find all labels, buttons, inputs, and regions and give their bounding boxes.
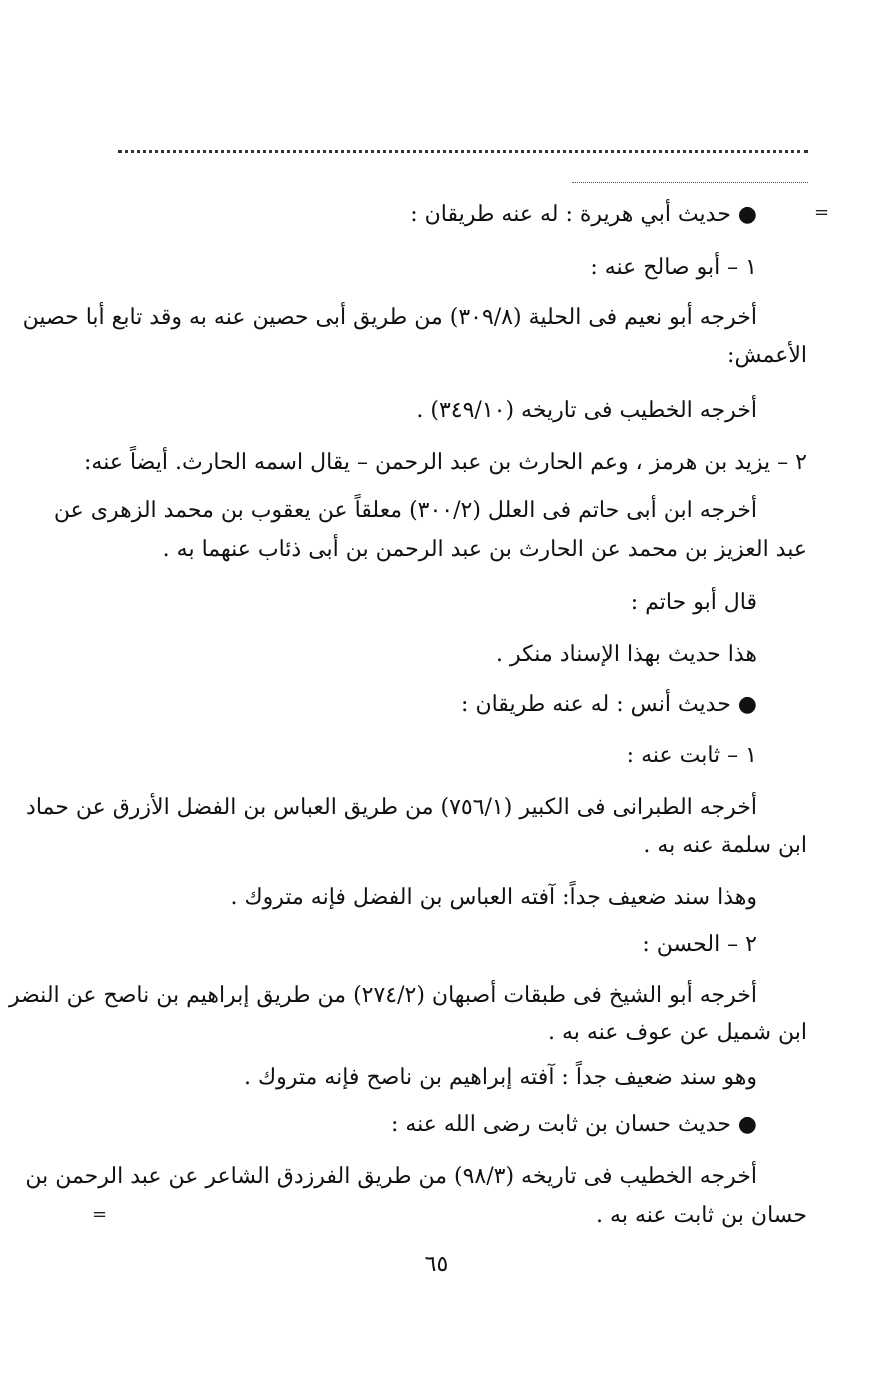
text-line: هذا حديث بهذا الإسناد منكر .: [496, 642, 757, 667]
text-line: قال أبو حاتم :: [630, 590, 757, 615]
subheading-thabit: ١ – ثابت عنه :: [626, 743, 757, 768]
thin-dotted-separator: [572, 182, 808, 184]
heading-abu-hurayra: ● حديث أبي هريرة : له عنه طريقان :: [410, 202, 757, 227]
text-line: أخرجه الخطيب فى تاريخه (٩٨/٣) من طريق الفرزدق الشاعر عن عبد الرحمن بن: [25, 1164, 757, 1189]
heading-hassan: ● حديث حسان بن ثابت رضى الله عنه :: [390, 1112, 757, 1137]
text-line: وهو سند ضعيف جداً : آفته إبراهيم بن ناصح فإنه متروك .: [244, 1065, 757, 1090]
subheading-yazid: ٢ – يزيد بن هرمز ، وعم الحارث بن عبد الرحمن – يقال اسمه الحارث. أيضاً عنه:: [84, 450, 807, 475]
text-line: عبد العزيز بن محمد عن الحارث بن عبد الرحمن بن أبى ذئاب عنهما به .: [162, 537, 807, 562]
subheading-hasan: ٢ – الحسن :: [642, 932, 757, 957]
page-number: ٦٥: [424, 1252, 449, 1277]
text-line: ابن سلمة عنه به .: [643, 833, 807, 858]
text-line: أخرجه الخطيب فى تاريخه (٣٤٩/١٠) .: [416, 398, 757, 423]
text-line: أخرجه الطبرانى فى الكبير (٧٥٦/١) من طريق العباس بن الفضل الأزرق عن حماد: [26, 795, 757, 820]
margin-mark-bottom: =: [92, 1204, 108, 1225]
text-line: وهذا سند ضعيف جداً: آفته العباس بن الفضل فإنه متروك .: [230, 885, 757, 910]
text-line: الأعمش:: [727, 343, 807, 368]
text-line: ابن شميل عن عوف عنه به .: [547, 1020, 807, 1045]
heading-anas: ● حديث أنس : له عنه طريقان :: [461, 692, 757, 717]
subheading-abu-salih: ١ – أبو صالح عنه :: [590, 255, 757, 280]
text-line: أخرجه ابن أبى حاتم فى العلل (٣٠٠/٢) معلقاً عن يعقوب بن محمد الزهرى عن: [53, 498, 757, 523]
text-line: حسان بن ثابت عنه به .: [596, 1203, 807, 1228]
margin-mark-top: =: [814, 202, 830, 223]
text-line: أخرجه أبو نعيم فى الحلية (٣٠٩/٨) من طريق أبى حصين عنه به وقد تابع أبا حصين: [22, 305, 757, 330]
text-line: أخرجه أبو الشيخ فى طبقات أصبهان (٢٧٤/٢) من طريق إبراهيم بن ناصح عن النضر: [8, 983, 757, 1008]
dotted-separator: [118, 150, 808, 157]
